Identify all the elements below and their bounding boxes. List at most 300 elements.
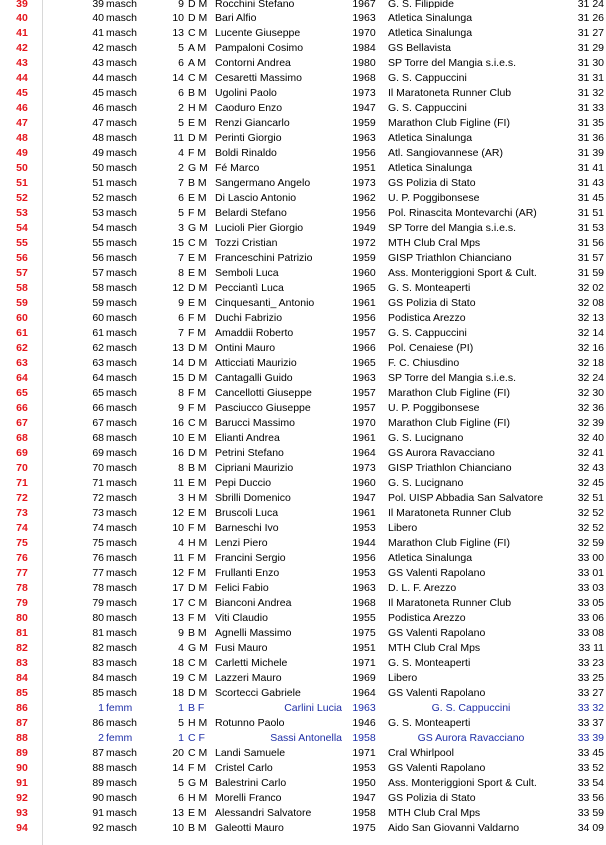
cell-club: D. L. F. Arezzo [388, 582, 457, 594]
table-row [0, 821, 606, 836]
cell-ord: 1 [178, 732, 184, 744]
cell-time: 32 40 [577, 432, 604, 444]
cell-ord: 3 [178, 222, 184, 234]
cell-year: 1957 [352, 387, 376, 399]
cell-ord: 9 [178, 402, 184, 414]
cell-sex: D M [188, 582, 208, 594]
cell-ord: 17 [172, 582, 184, 594]
cell-club: GS Valenti Rapolano [388, 567, 486, 579]
cell-club: Podistica Arezzo [388, 612, 466, 624]
cell-club: GS Polizia di Stato [388, 792, 476, 804]
cell-year: 1961 [352, 432, 376, 444]
cell-year: 1965 [352, 357, 376, 369]
cell-time: 32 08 [577, 297, 604, 309]
cell-sex: B M [188, 462, 207, 474]
cell-year: 1947 [352, 792, 376, 804]
cell-time: 33 59 [577, 807, 604, 819]
cell-sex: F M [188, 402, 207, 414]
table-row [0, 551, 606, 566]
table-row [0, 596, 606, 611]
cell-ord: 18 [172, 687, 184, 699]
cell-club: GISP Triathlon Chianciano [388, 252, 512, 264]
cell-num: 92 [92, 822, 104, 834]
cell-cat: masch [106, 717, 137, 729]
cell-cat: masch [106, 0, 137, 8]
cell-cat: masch [106, 777, 137, 789]
cell-sex: F M [188, 522, 207, 534]
cell-club: G. S. Monteaperti [388, 282, 471, 294]
cell-name: Rocchini Stefano [215, 0, 295, 8]
cell-num: 43 [92, 57, 104, 69]
cell-ord: 8 [178, 387, 184, 399]
cell-year: 1973 [352, 87, 376, 99]
cell-cat: masch [106, 297, 137, 309]
cell-name: Carlini Lucia [284, 702, 342, 714]
cell-cat: masch [106, 447, 137, 459]
cell-name: Alessandri Salvatore [215, 807, 312, 819]
table-row [0, 746, 606, 761]
cell-year: 1963 [352, 12, 376, 24]
cell-time: 31 31 [577, 72, 604, 84]
cell-name: Sbrilli Domenico [215, 492, 291, 504]
table-row [0, 371, 606, 386]
cell-num: 61 [92, 327, 104, 339]
cell-name: Pepi Duccio [215, 477, 272, 489]
cell-sex: D M [188, 687, 208, 699]
cell-year: 1971 [352, 747, 376, 759]
cell-ord: 12 [172, 567, 184, 579]
cell-sex: B M [188, 627, 207, 639]
cell-num: 79 [92, 597, 104, 609]
table-row [0, 506, 606, 521]
table-row [0, 236, 606, 251]
cell-sex: F M [188, 312, 207, 324]
cell-name: Landi Samuele [215, 747, 286, 759]
cell-num: 64 [92, 372, 104, 384]
cell-ord: 12 [172, 507, 184, 519]
cell-pos: 40 [16, 12, 28, 24]
cell-year: 1963 [352, 582, 376, 594]
cell-time: 31 53 [577, 222, 604, 234]
cell-name: Caoduro Enzo [215, 102, 283, 114]
cell-cat: femm [106, 702, 133, 714]
cell-num: 39 [92, 0, 104, 8]
cell-time: 32 39 [577, 417, 604, 429]
cell-time: 31 36 [577, 132, 604, 144]
cell-ord: 2 [178, 102, 184, 114]
cell-time: 33 23 [577, 657, 604, 669]
table-row [0, 671, 606, 686]
cell-ord: 9 [178, 0, 184, 8]
cell-name: Morelli Franco [215, 792, 282, 804]
cell-year: 1953 [352, 522, 376, 534]
cell-ord: 15 [172, 372, 184, 384]
cell-num: 42 [92, 42, 104, 54]
cell-club: Atletica Sinalunga [388, 552, 473, 564]
cell-sex: D M [188, 447, 208, 459]
table-row [0, 566, 606, 581]
cell-pos: 63 [16, 357, 28, 369]
cell-time: 34 09 [577, 822, 604, 834]
cell-name: Semboli Luca [215, 267, 279, 279]
cell-cat: masch [106, 672, 137, 684]
cell-year: 1951 [352, 642, 376, 654]
cell-cat: masch [106, 327, 137, 339]
cell-club: Pol. UISP Abbadia San Salvatore [388, 492, 544, 504]
cell-sex: B M [188, 177, 207, 189]
cell-ord: 16 [172, 417, 184, 429]
cell-time: 32 51 [577, 492, 604, 504]
cell-cat: masch [106, 747, 137, 759]
cell-num: 50 [92, 162, 104, 174]
cell-time: 31 59 [577, 267, 604, 279]
cell-club: SP Torre del Mangia s.i.e.s. [388, 222, 517, 234]
table-row [0, 641, 606, 656]
cell-time: 31 26 [577, 12, 604, 24]
cell-pos: 66 [16, 402, 28, 414]
cell-sex: C M [188, 72, 208, 84]
table-row [0, 131, 606, 146]
cell-time: 31 43 [577, 177, 604, 189]
cell-cat: masch [106, 252, 137, 264]
cell-sex: E M [188, 477, 207, 489]
cell-num: 77 [92, 567, 104, 579]
cell-time: 32 59 [577, 537, 604, 549]
cell-year: 1947 [352, 102, 376, 114]
table-row [0, 251, 606, 266]
cell-name: Pecciantì Luca [215, 282, 284, 294]
cell-club: Marathon Club Figline (FI) [388, 417, 510, 429]
cell-cat: masch [106, 582, 137, 594]
cell-ord: 9 [178, 297, 184, 309]
cell-name: Francini Sergio [215, 552, 286, 564]
cell-club: GS Polizia di Stato [388, 297, 476, 309]
cell-pos: 87 [16, 717, 28, 729]
cell-name: Di Lascio Antonio [215, 192, 297, 204]
cell-ord: 5 [178, 207, 184, 219]
cell-name: Petrini Stefano [215, 447, 284, 459]
cell-name: Lenzi Piero [215, 537, 268, 549]
cell-sex: E M [188, 507, 207, 519]
cell-club: Aido San Giovanni Valdarno [388, 822, 520, 834]
cell-pos: 44 [16, 72, 28, 84]
cell-num: 86 [92, 717, 104, 729]
cell-ord: 1 [178, 702, 184, 714]
cell-year: 1958 [352, 807, 376, 819]
cell-time: 32 13 [577, 312, 604, 324]
cell-club: Marathon Club Figline (FI) [388, 117, 510, 129]
cell-sex: E M [188, 432, 207, 444]
table-row [0, 0, 606, 11]
cell-num: 70 [92, 462, 104, 474]
table-row [0, 686, 606, 701]
table-row [0, 296, 606, 311]
table-row [0, 11, 606, 26]
cell-year: 1966 [352, 342, 376, 354]
cell-num: 49 [92, 147, 104, 159]
cell-name: Cipriani Maurizio [215, 462, 294, 474]
cell-name: Boldi Rinaldo [215, 147, 277, 159]
cell-pos: 80 [16, 612, 28, 624]
cell-num: 80 [92, 612, 104, 624]
table-row [0, 791, 606, 806]
cell-pos: 59 [16, 297, 28, 309]
cell-pos: 83 [16, 657, 28, 669]
table-row [0, 116, 606, 131]
table-row [0, 41, 606, 56]
cell-name: Pampaloni Cosimo [215, 42, 304, 54]
cell-cat: masch [106, 117, 137, 129]
cell-club: Atletica Sinalunga [388, 132, 473, 144]
cell-cat: masch [106, 477, 137, 489]
cell-cat: masch [106, 552, 137, 564]
cell-time: 33 45 [577, 747, 604, 759]
cell-name: Lucente Giuseppe [215, 27, 301, 39]
cell-cat: masch [106, 792, 137, 804]
cell-cat: masch [106, 372, 137, 384]
cell-num: 51 [92, 177, 104, 189]
cell-num: 45 [92, 87, 104, 99]
cell-num: 66 [92, 402, 104, 414]
cell-cat: masch [106, 417, 137, 429]
cell-ord: 5 [178, 42, 184, 54]
cell-club: GS Aurora Ravacciano [388, 447, 495, 459]
cell-sex: H M [188, 537, 208, 549]
table-row [0, 26, 606, 41]
cell-time: 32 45 [577, 477, 604, 489]
table-row [0, 176, 606, 191]
cell-name: Cancellotti Giuseppe [215, 387, 312, 399]
cell-time: 32 52 [577, 522, 604, 534]
cell-club: GS Bellavista [388, 42, 452, 54]
cell-ord: 7 [178, 252, 184, 264]
cell-club: GS Polizia di Stato [388, 177, 476, 189]
cell-year: 1957 [352, 402, 376, 414]
cell-cat: masch [106, 687, 137, 699]
table-row [0, 431, 606, 446]
cell-year: 1956 [352, 147, 376, 159]
cell-num: 56 [92, 252, 104, 264]
cell-ord: 10 [172, 12, 184, 24]
cell-club: U. P. Poggibonsese [388, 192, 480, 204]
cell-cat: masch [106, 27, 137, 39]
cell-name: Elianti Andrea [215, 432, 280, 444]
cell-num: 62 [92, 342, 104, 354]
cell-name: Duchi Fabrizio [215, 312, 283, 324]
cell-sex: D M [188, 12, 208, 24]
cell-name: Lazzeri Mauro [215, 672, 282, 684]
cell-ord: 13 [172, 27, 184, 39]
cell-pos: 48 [16, 132, 28, 144]
cell-year: 1975 [352, 822, 376, 834]
cell-name: Barneschi Ivo [215, 522, 279, 534]
cell-time: 33 27 [577, 687, 604, 699]
cell-club: Ass. Monteriggioni Sport & Cult. [388, 777, 537, 789]
cell-time: 32 24 [577, 372, 604, 384]
cell-sex: C M [188, 597, 208, 609]
table-row [0, 521, 606, 536]
table-row [0, 206, 606, 221]
cell-club: G. S. Cappuccini [431, 702, 511, 714]
cell-num: 75 [92, 537, 104, 549]
cell-pos: 90 [16, 762, 28, 774]
cell-num: 73 [92, 507, 104, 519]
cell-club: Atletica Sinalunga [388, 162, 473, 174]
cell-year: 1961 [352, 507, 376, 519]
cell-ord: 6 [178, 312, 184, 324]
cell-sex: G M [188, 642, 208, 654]
cell-sex: F M [188, 552, 207, 564]
table-row [0, 56, 606, 71]
cell-sex: B F [188, 702, 205, 714]
cell-pos: 47 [16, 117, 28, 129]
cell-ord: 18 [172, 657, 184, 669]
cell-cat: masch [106, 807, 137, 819]
cell-year: 1963 [352, 132, 376, 144]
cell-club: G. S. Filippide [388, 0, 454, 8]
table-row-female [0, 731, 606, 746]
cell-num: 65 [92, 387, 104, 399]
cell-year: 1947 [352, 492, 376, 504]
cell-sex: D M [188, 0, 208, 8]
cell-ord: 6 [178, 87, 184, 99]
cell-sex: E M [188, 192, 207, 204]
cell-pos: 76 [16, 552, 28, 564]
cell-club: Il Maratoneta Runner Club [388, 597, 512, 609]
cell-ord: 15 [172, 237, 184, 249]
cell-time: 33 00 [577, 552, 604, 564]
cell-club: Podistica Arezzo [388, 312, 466, 324]
cell-sex: A M [188, 57, 207, 69]
cell-cat: masch [106, 102, 137, 114]
cell-year: 1944 [352, 537, 376, 549]
cell-year: 1963 [352, 702, 376, 714]
cell-pos: 60 [16, 312, 28, 324]
cell-cat: masch [106, 282, 137, 294]
cell-cat: masch [106, 402, 137, 414]
cell-pos: 53 [16, 207, 28, 219]
cell-ord: 10 [172, 822, 184, 834]
cell-num: 78 [92, 582, 104, 594]
cell-num: 57 [92, 267, 104, 279]
cell-year: 1962 [352, 192, 376, 204]
cell-pos: 41 [16, 27, 28, 39]
cell-num: 68 [92, 432, 104, 444]
cell-num: 53 [92, 207, 104, 219]
cell-name: Atticciati Maurizio [215, 357, 297, 369]
cell-num: 84 [92, 672, 104, 684]
cell-num: 55 [92, 237, 104, 249]
table-row [0, 266, 606, 281]
cell-pos: 89 [16, 747, 28, 759]
cell-num: 58 [92, 282, 104, 294]
cell-sex: F M [188, 567, 207, 579]
cell-year: 1959 [352, 252, 376, 264]
cell-cat: masch [106, 387, 137, 399]
cell-ord: 10 [172, 432, 184, 444]
cell-pos: 82 [16, 642, 28, 654]
cell-time: 31 39 [577, 147, 604, 159]
cell-sex: E M [188, 807, 207, 819]
cell-pos: 69 [16, 447, 28, 459]
cell-ord: 6 [178, 792, 184, 804]
cell-sex: C F [188, 732, 205, 744]
cell-cat: masch [106, 642, 137, 654]
cell-club: MTH Club Cral Mps [388, 807, 481, 819]
cell-name: Felici Fabio [215, 582, 269, 594]
cell-name: Belardi Stefano [215, 207, 287, 219]
table-row [0, 386, 606, 401]
cell-time: 32 02 [577, 282, 604, 294]
cell-pos: 49 [16, 147, 28, 159]
cell-time: 33 52 [577, 762, 604, 774]
cell-sex: G M [188, 222, 208, 234]
cell-time: 32 16 [577, 342, 604, 354]
cell-pos: 39 [16, 0, 28, 8]
cell-sex: F M [188, 207, 207, 219]
cell-cat: masch [106, 222, 137, 234]
cell-sex: F M [188, 327, 207, 339]
cell-cat: masch [106, 597, 137, 609]
cell-pos: 43 [16, 57, 28, 69]
cell-time: 33 06 [577, 612, 604, 624]
cell-cat: masch [106, 537, 137, 549]
cell-num: 41 [92, 27, 104, 39]
cell-club: G. S. Monteaperti [388, 717, 471, 729]
cell-num: 47 [92, 117, 104, 129]
cell-club: GS Valenti Rapolano [388, 627, 486, 639]
cell-sex: C M [188, 27, 208, 39]
cell-num: 85 [92, 687, 104, 699]
cell-pos: 46 [16, 102, 28, 114]
cell-ord: 11 [173, 477, 184, 489]
cell-club: SP Torre del Mangia s.i.e.s. [388, 57, 517, 69]
cell-sex: F M [188, 612, 207, 624]
cell-cat: masch [106, 177, 137, 189]
cell-pos: 73 [16, 507, 28, 519]
cell-sex: C M [188, 672, 208, 684]
cell-year: 1956 [352, 312, 376, 324]
cell-time: 31 32 [577, 87, 604, 99]
cell-club: Atletica Sinalunga [388, 12, 473, 24]
cell-cat: masch [106, 87, 137, 99]
cell-ord: 13 [172, 342, 184, 354]
cell-year: 1970 [352, 27, 376, 39]
cell-cat: masch [106, 147, 137, 159]
table-row [0, 761, 606, 776]
cell-club: Il Maratoneta Runner Club [388, 507, 512, 519]
cell-name: Ontini Mauro [215, 342, 276, 354]
table-row [0, 416, 606, 431]
cell-pos: 68 [16, 432, 28, 444]
cell-pos: 79 [16, 597, 28, 609]
table-row [0, 536, 606, 551]
cell-num: 82 [92, 642, 104, 654]
cell-cat: masch [106, 657, 137, 669]
table-row [0, 806, 606, 821]
cell-name: Cristel Carlo [215, 762, 273, 774]
cell-time: 33 54 [577, 777, 604, 789]
cell-pos: 88 [16, 732, 28, 744]
cell-cat: masch [106, 462, 137, 474]
cell-pos: 75 [16, 537, 28, 549]
cell-sex: H M [188, 792, 208, 804]
cell-year: 1960 [352, 267, 376, 279]
cell-name: Bianconi Andrea [215, 597, 292, 609]
cell-sex: E M [188, 297, 207, 309]
cell-year: 1963 [352, 372, 376, 384]
cell-time: 33 08 [577, 627, 604, 639]
